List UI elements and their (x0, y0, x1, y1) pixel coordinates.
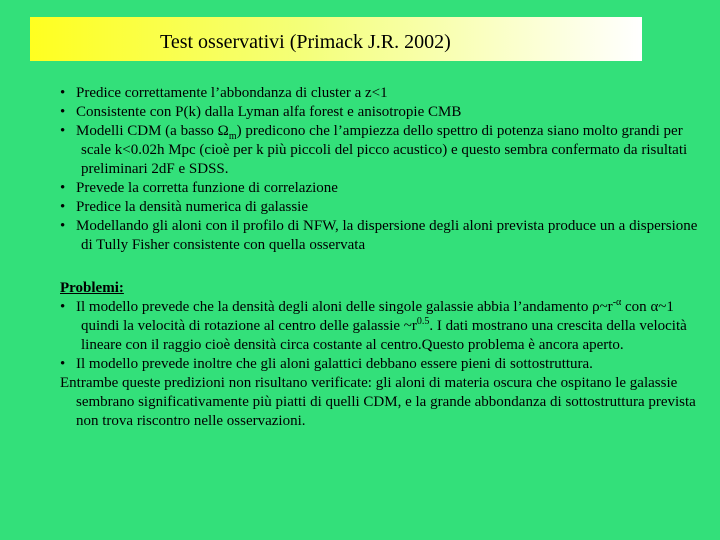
omega-symbol: Ω (217, 123, 229, 139)
list-item: • Predice la densità numerica di galassie (60, 198, 710, 217)
list-item (60, 122, 710, 179)
list-item: • Prevede la corretta funzione di correlazione (60, 179, 710, 198)
radius-exponent: 0.5 (416, 316, 430, 327)
slide-content (60, 84, 710, 431)
alpha-condition: α~1 (650, 299, 674, 315)
slide-title: Test osservativi (Primack J.R. 2002) (160, 31, 451, 53)
problems-heading: Problemi: (60, 280, 124, 296)
list-item: • Predice correttamente l’abbondanza di cluster a z<1 (60, 84, 710, 103)
density-law: ρ~r (592, 299, 613, 315)
cdm-text-end: ) predicono che l’ampiezza dello spettro di potenza siano molto grandi per scale k<0.02h Mpc (cioè per k più piccoli del picco acustico) e questo sembra confermato da risultati preliminari 2dF e SDSS. (81, 123, 688, 177)
list-item: • Modellando gli aloni con il profilo di NFW, la dispersione degli aloni prevista produce un a dispersione di Tully Fisher consistente con quella osservata (60, 217, 710, 255)
conclusion-paragraph: Entrambe queste predizioni non risultano verificate: gli aloni di materia oscura che ospitano le galassie sembrano significativamente più piatti di quelli CDM, e la grande abbondanza di sottostruttura prevista non trova riscontro nelle osservazioni. (60, 375, 696, 429)
claims-list (60, 84, 710, 255)
list-item (60, 298, 710, 355)
problems-list (60, 298, 710, 374)
list-item: • Consistente con P(k) dalla Lyman alfa forest e anisotropie CMB (60, 103, 710, 122)
cdm-text-start: Modelli CDM (a basso (76, 123, 218, 139)
problem-text: quindi la velocità di rotazione al centro delle galassie ~r (81, 318, 417, 334)
problem-text: con (621, 299, 651, 315)
omega-subscript: m (228, 131, 237, 142)
problem-text: Il modello prevede che la densità degli aloni delle singole galassie abbia l’andamento (76, 299, 593, 315)
problem-text: . I dati mostrano una crescita della velocità lineare con il raggio cioè densità circa costante al centro.Questo problema è ancora aperto. (81, 318, 687, 353)
list-item: • Il modello prevede inoltre che gli aloni galattici debbano essere pieni di sottostruttura. (60, 355, 710, 374)
density-exponent: -α (612, 297, 622, 308)
